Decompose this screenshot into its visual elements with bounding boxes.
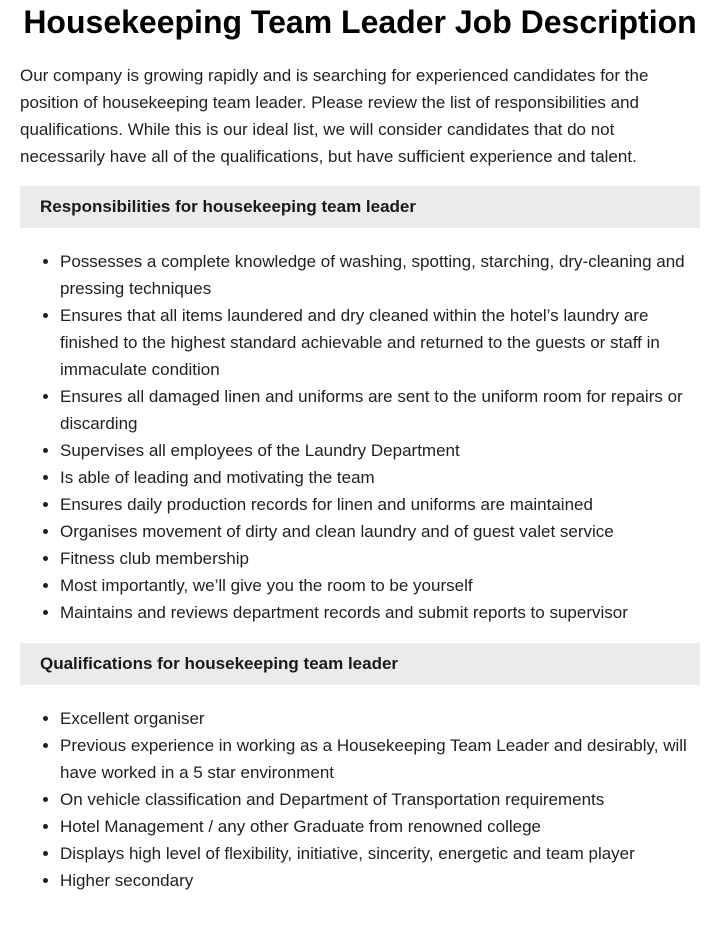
list-item: • Is able of leading and motivating the team	[60, 464, 700, 491]
list-item: • Hotel Management / any other Graduate from renowned college	[60, 813, 700, 840]
list-item: • Maintains and reviews department records and submit reports to supervisor	[60, 599, 700, 626]
list-item: • Higher secondary	[60, 867, 700, 894]
list-item: • Most importantly, we’ll give you the room to be yourself	[60, 572, 700, 599]
list-item: • Possesses a complete knowledge of washing, spotting, starching, dry-cleaning and pressing techniques	[60, 248, 700, 302]
list-item: • Displays high level of flexibility, initiative, sincerity, energetic and team player	[60, 840, 700, 867]
intro-paragraph: Our company is growing rapidly and is searching for experienced candidates for the position of housekeeping team leader. Please review the list of responsibilities and qualifications. While this is our ideal list, we will consider candidates that do not necessarily have all of the qualifications, but have sufficient experience and talent.	[20, 66, 649, 166]
list-item: • Ensures that all items laundered and dry cleaned within the hotel’s laundry are finished to the highest standard achievable and returned to the guests or staff in immaculate condition	[60, 302, 700, 383]
qualifications-heading: Qualifications for housekeeping team leader	[20, 643, 700, 685]
page-title: Housekeeping Team Leader Job Description	[23, 4, 697, 40]
list-item: • Organises movement of dirty and clean laundry and of guest valet service	[60, 518, 700, 545]
list-item: • Excellent organiser	[60, 705, 700, 732]
list-item: • Ensures daily production records for linen and uniforms are maintained	[60, 491, 700, 518]
list-item: • Ensures all damaged linen and uniforms are sent to the uniform room for repairs or discarding	[60, 383, 700, 437]
list-item: • Supervises all employees of the Laundry Department	[60, 437, 700, 464]
list-item: • On vehicle classification and Department of Transportation requirements	[60, 786, 700, 813]
qualifications-list	[20, 705, 700, 894]
responsibilities-list	[20, 248, 700, 626]
responsibilities-heading: Responsibilities for housekeeping team leader	[20, 186, 700, 228]
list-item: • Fitness club membership	[60, 545, 700, 572]
list-item: • Previous experience in working as a Housekeeping Team Leader and desirably, will have worked in a 5 star environment	[60, 732, 700, 786]
